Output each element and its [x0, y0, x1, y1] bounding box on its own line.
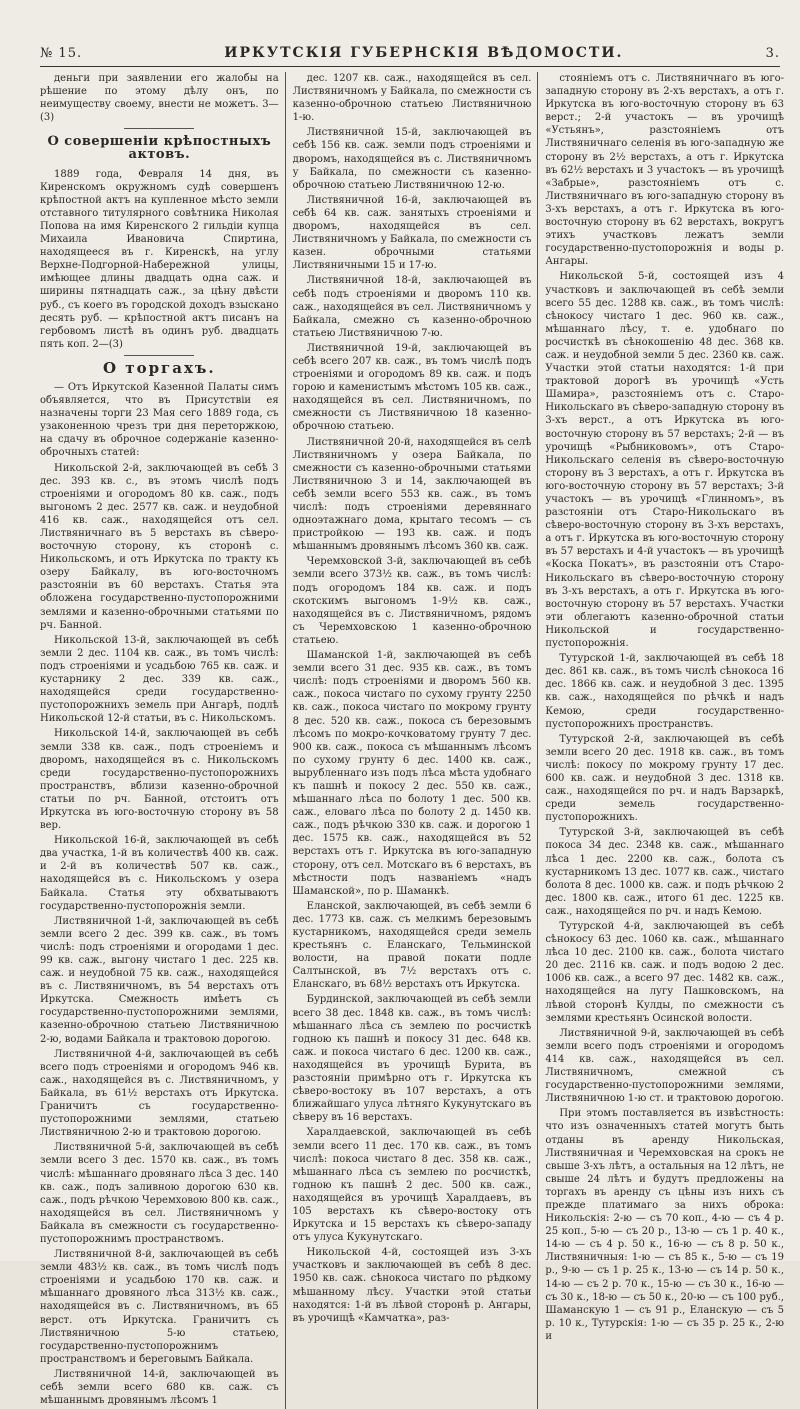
paragraph: — Отъ Иркутской Казенной Палаты симъ объявляется, что въ Присутствіи ея назначены торги 23 Мая сего 1889 года, съ узаконенною чрезъ три дня переторжкою, на сдачу въ оброчное содержаніе казенно-оброчныхъ статей: [40, 381, 279, 459]
column-1 [40, 72, 279, 1409]
paragraph: 1889 года, Февраля 14 дня, въ Киренскомъ окружномъ судѣ совершенъ крѣпостной актъ на купленное мѣсто земли отставного титулярного совѣтника Николая Попова на имя Киренского 2 гильдіи купца Михаила Ивановича Спиртина, находящееся въ г. Киренскѣ, на углу Верхне-Подгорной-Набережной улицы, имѣющее длины двадцать одна саж. и ширины пятнадцать саж., за цѣну двѣсти руб., съ коего въ городской доходъ взыскано десять руб. — крѣпостной актъ писанъ на гербовомъ листѣ въ одинъ руб. двадцать пять коп. 2—(3) [40, 168, 279, 350]
paragraph: Листвяничной 15-й, заключающей въ себѣ 156 кв. саж. земли подъ строеніями и дворомъ, находящейся въ с. Листвяничномъ у Байкала, по смежности съ казенно-оброчною статьею Листвяничною 12-ю. [292, 127, 532, 191]
paragraph: дес. 1207 кв. саж., находящейся въ сел. Листвяничномъ у Байкала, по смежности съ казенно-оброчною статьею Листвяничною 1-ю. [292, 73, 532, 124]
paragraph: Никольской 4-й, состоящей изъ 3-хъ участковъ и заключающей въ себѣ 8 дес. 1950 кв. саж. сѣнокоса чистаго по рѣдкому мѣшанному лѣсу. Участки этой статьи находятся: 1-й въ лѣвой сторонѣ р. Ангары, въ урочищѣ «Камчатка», раз- [292, 1247, 532, 1324]
paragraph: Еланской, заключающей, въ себѣ земли 6 дес. 1773 кв. саж. съ мелкимъ березовымъ кустарникомъ, находящейся среди земель крестьянъ с. Еланскаго, Тельминской волости, на правой покати подле Салтынской, въ 7½ верстахъ отъ с. Еланскаго, въ 68½ верстахъ отъ Иркутска. [292, 900, 532, 991]
paragraph: Листвяничной 1-й, заключающей въ себѣ земли всего 2 дес. 399 кв. саж., въ томъ числѣ: подъ строеніями и огородами 1 дес. 99 кв. саж., выгону чистаго 1 дес. 225 кв. саж. и неудобной 75 кв. саж., находящейся въ с. Листвяничномъ, въ 54 верстахъ отъ Иркутска. Смежность имѣетъ съ государственно-пустопорожними землями, казенно-оброчною статьею Листвяничною 2-ю, водами Байкала и трактовою дорогою. [40, 915, 279, 1045]
paragraph: Харалдаевской, заключающей въ себѣ земли всего 11 дес. 170 кв. саж., въ томъ числѣ: покоса чистаго 8 дес. 358 кв. саж., мѣшаннаго лѣса съ землею по росчисткѣ, годною къ пашнѣ 2 дес. 500 кв. саж., находящейся въ урочищѣ Харалдаевъ, въ 105 верстахъ къ сѣверо-востоку отъ Иркутска и 15 верстахъ къ сѣверо-западу отъ улуса Кукунутскаго. [292, 1127, 532, 1244]
paragraph: Листвяничной 9-й, заключающей въ себѣ земли всего подъ строеніями и огородомъ 414 кв. саж., находящейся въ сел. Листвяничномъ, смежной съ государственно-пустопорожними землями, Листвяничною 1-ю ст. и трактовою дорогою. [545, 1027, 784, 1105]
newspaper-title: ИРКУТСКІЯ ГУБЕРНСКІЯ ВѢДОМОСТИ. [224, 45, 624, 61]
paragraph: Шаманской 1-й, заключающей въ себѣ земли всего 31 дес. 935 кв. саж., въ томъ числѣ: подъ строеніями и дворомъ 560 кв. саж., покоса чистаго по сухому грунту 2250 кв. саж., покоса чистаго по мокрому грунту 8 дес. 520 кв. саж., покоса съ березовымъ лѣсомъ по мокро-кочковатому грунту 7 дес. 900 кв. саж., покоса съ мѣшаннымъ лѣсомъ по сухому грунту 6 дес. 1400 кв. саж., вырубленнаго изъ подъ лѣса мѣста удобнаго къ пашнѣ и покосу 2 дес. 550 кв. саж., мѣшаннаго лѣса по болоту 1 дес. 500 кв. саж., еловаго лѣса по болоту 2 д. 1450 кв. саж., подъ рѣчкою 330 кв. саж. и дорогою 1 дес. 1575 кв. саж., находящейся въ 52 верстахъ отъ г. Иркутска въ юго-западную сторону, отъ сел. Мотскаго въ 6 верстахъ, въ мѣстности подъ названіемъ «надъ Шаманской», по р. Шаманкѣ. [292, 650, 532, 897]
paragraph: Листвяничной 20-й, находящейся въ селѣ Листвяничномъ у озера Байкала, по смежности съ казенно-оброчными статьями Листвяничною 3 и 14, заключающей въ себѣ земли всего 553 кв. саж., въ томъ числѣ: подъ строеніями деревяннаго одноэтажнаго дома, крытаго тесомъ — съ пристройкою — 193 кв. саж. и подъ мѣшаннымъ дровянымъ лѣсомъ 360 кв. саж. [292, 436, 532, 553]
paragraph: Тутурской 1-й, заключающей въ себѣ 18 дес. 861 кв. саж., въ томъ числѣ сѣнокоса 16 дес. 1866 кв. саж. и неудобной 3 дес. 1395 кв. саж., находящейся по рѣчкѣ и надъ Кемою, среди государственно-пустопорожнихъ пространствъ. [545, 653, 784, 730]
paragraph: Никольской 13-й, заключающей въ себѣ земли 2 дес. 1104 кв. саж., въ томъ числѣ: подъ строеніями и усадьбою 765 кв. саж. и кустарнику 2 дес. 339 кв. саж., находящейся среди государственно-пустопорожнихъ земель при Ангарѣ, подлѣ Никольской 12-й статьи, въ с. Никольскомъ. [40, 634, 279, 725]
divider [124, 355, 194, 356]
paragraph: Листвяничной 4-й, заключающей въ себѣ всего подъ строеніями и огородомъ 946 кв. саж., находящейся въ с. Листвяничномъ, у Байкала, въ 61½ верстахъ отъ Иркутска. Граничитъ съ государственно-пустопорожними землями, статьею Листвяничною 2-ю и трактовою дорогою. [40, 1048, 279, 1139]
section-heading: О совершеніи крѣпостныхъ актовъ. [47, 134, 272, 163]
paragraph: Никольской 14-й, заключающей въ себѣ земли 338 кв. саж., подъ строеніемъ и дворомъ, находящейся въ с. Никольскомъ среди государственно-пустопорожнихъ пространствъ, вблизи казенно-оброчной статьи по рч. Банной, отстоитъ отъ Иркутска въ юго-восточную сторону въ 58 вер. [40, 728, 279, 832]
issue-number: № 15. [40, 45, 83, 61]
paragraph: Листвяничной 5-й, заключающей въ себѣ земли всего 3 дес. 1570 кв. саж., въ томъ числѣ: мѣшаннаго дровянаго лѣса 3 дес. 140 кв. саж., подъ заливною дорогою 630 кв. саж., подъ рѣчкою Черемховою 800 кв. саж., находящейся въ сел. Листвяничномъ у Байкала въ смежности съ государственно-пустопорожнимъ пространствомъ. [40, 1142, 279, 1245]
paragraph: Листвяничной 8-й, заключающей въ себѣ земли 483½ кв. саж., въ томъ числѣ подъ строеніями и усадьбою 170 кв. саж. и мѣшаннаго дровяного лѣса 313½ кв. саж., находящейся въ с. Листвяничномъ, въ 65 верст. отъ Иркутска. Граничитъ съ Листвяничною 5-ю статьею, государственно-пустопорожнимъ пространствомъ и береговымъ Байкала. [40, 1249, 279, 1365]
paragraph: стоянiемъ отъ с. Листвяничнаго въ юго-западную сторону въ 2-хъ верстахъ, а отъ г. Иркутска въ юго-восточную сторону въ 63 верст.; 2-й участокъ — въ урочищѣ «Устьянъ», разстояніемъ отъ Листвяничнаго селенія въ юго-западную же сторону въ 2½ верстахъ, а отъ г. Иркутска въ 62½ верстахъ и 3 участокъ — въ урочищѣ «Забрые», разстояніемъ отъ с. Листвяничнаго въ юго-западную сторону въ 3-хъ верстахъ, а отъ г. Иркутска въ юго-восточную сторону въ 62 верстахъ, вокругъ этихъ участковъ лежатъ земли государственно-пустопорожнія и воды р. Ангары. [545, 73, 784, 268]
paragraph: Бурдинской, заключающей въ себѣ земли всего 38 дес. 1848 кв. саж., въ томъ числѣ: мѣшаннаго лѣса съ землею по росчисткѣ годною къ пашнѣ и покосу 31 дес. 648 кв. саж. и покоса чистаго 6 дес. 1200 кв. саж., находящейся въ урочищѣ Бурита, въ разстояніи примѣрно отъ г. Иркутска къ сѣверо-востоку въ 107 верстахъ, а отъ ближайшаго улуса лѣтняго Кукунутскаго въ сѣверу въ 16 верстахъ. [292, 994, 532, 1124]
paragraph: Листвяничной 19-й, заключающей въ себѣ всего 207 кв. саж., въ томъ числѣ подъ строеніями и огородомъ 89 кв. саж. и подъ горою и каменистымъ мѣстомъ 105 кв. саж., находящейся въ сел. Листвяничномъ, по смежности съ Листвяничною 18 казенно-оброчною статьею. [292, 342, 532, 433]
text-columns [40, 72, 784, 1407]
paragraph: Никольской 16-й, заключающей въ себѣ два участка, 1-й въ количествѣ 400 кв. саж. и 2-й въ количествѣ 507 кв. саж., находящейся въ с. Никольскомъ у озера Байкала. Статья эту обхватываютъ государственно-пустопорожнія земли. [40, 835, 279, 912]
column-3 [545, 72, 784, 1409]
paragraph: Тутурской 4-й, заключающей въ себѣ сѣнокосу 63 дес. 1060 кв. саж., мѣшаннаго лѣса 10 дес. 2100 кв. саж., болота чистаго 20 дес. 2116 кв. саж. и подъ водою 2 дес. 1006 кв. саж., а всего 97 дес. 1482 кв. саж., находящейся на лугу Пашковскомъ, на лѣвой сторонѣ Кулды, по смежности съ землями крестьянъ Осинской волости. [545, 921, 784, 1024]
paragraph: Тутурской 2-й, заключающей въ себѣ земли всего 20 дес. 1918 кв. саж., въ томъ числѣ: покосу по мокрому грунту 17 дес. 600 кв. саж. и неудобной 3 дес. 1318 кв. саж., находящейся по рч. и надъ Варзаркѣ, среди земель государственно-пустопорожнихъ. [545, 733, 784, 824]
paragraph: деньги при заявлении его жалобы на рѣшение по этому дѣлу онъ, по неимуществу своему, внести не можетъ. 3—(3) [40, 73, 279, 124]
divider [124, 128, 194, 129]
paragraph: Черемховской 3-й, заключающей въ себѣ земли всего 373½ кв. саж., въ томъ числѣ: подъ огородомъ 184 кв. саж. и подъ скотскимъ выгономъ 1-9½ кв. саж., находящейся въ с. Листвяничномъ, рядомъ съ Черемховскою 1 казенно-оброчною статьею. [292, 556, 532, 646]
column-2 [293, 72, 532, 1409]
paragraph: Листвяничной 16-й, заключающей въ себѣ 64 кв. саж. занятыхъ строеніями и дворомъ, находящейся въ сел. Листвяничномъ у Байкала, по смежности съ казен. оброчными статьями Листвяничными 15 и 17-ю. [292, 194, 532, 272]
paragraph: Листвяничной 18-й, заключающей въ себѣ подъ строеніями и дворомъ 110 кв. саж., находящейся въ сел. Листвяничномъ у Байкала, смежно съ казенно-оброчною статьею Листвяничною 7-ю. [292, 275, 532, 339]
paragraph: Никольской 2-й, заключающей въ себѣ 3 дес. 393 кв. с., въ этомъ числѣ подъ строеніями и огородомъ 80 кв. саж., подъ выгономъ 2 дес. 2577 кв. саж. и неудобной 416 кв. саж., находящейся отъ сел. Листвяничнаго въ 5 верстахъ въ сѣверо-восточную сторону, къ сторонѣ с. Никольскомъ, и отъ Иркутска по тракту къ озеру Байкалу, въ юго-восточномъ разстояніи въ 60 верстахъ. Статья эта обложена государственно-пустопорожними землями и казенно-оброчными статьями по рч. Банной. [40, 462, 279, 631]
page-number: 3. [765, 45, 780, 61]
paragraph: Никольской 5-й, состоящей изъ 4 участковъ и заключающей въ себѣ земли всего 55 дес. 1288 кв. саж., въ томъ числѣ: сѣнокосу чистаго 1 дес. 960 кв. саж., мѣшаннаго лѣсу, т. е. удобнаго по росчисткѣ въ сѣнокошенію 48 дес. 368 кв. саж. и неудобной земли 5 дес. 2360 кв. саж. Участки этой статьи находятся: 1-й при трактовой дорогѣ въ урочищѣ «Усть Шамира», разстояніемъ отъ с. Старо-Никольскаго въ сѣверо-западную сторону въ 3-хъ верст., а отъ Иркутска въ юго-восточную сторону въ 57 верстахъ; 2-й — въ урочищѣ «Рыбниковомъ», отъ Старо-Никольскаго селенія въ сѣверо-восточную сторону въ 3 верстахъ, а отъ г. Иркутска въ юго-восточную сторону въ 57 верстахъ; 3-й участокъ — въ урочищѣ «Глинномъ», въ разстояніи отъ Старо-Никольскаго въ сѣверо-восточную сторону въ 3-хъ верстахъ, а отъ г. Иркутска въ юго-восточную сторону въ 57 верстахъ и 4-й участокъ — въ урочищѣ «Коска Покатъ», въ разстояніи отъ Старо-Никольскаго въ сѣверо-восточную сторону въ 3-хъ верстахъ, а отъ г. Иркутска въ юго-восточную сторону въ 57 верстахъ. Участки эти облегаютъ казенно-оброчной статьи Никольской и государственно-пустопорожнія. [545, 271, 784, 650]
section-heading: О торгахъ. [102, 358, 216, 377]
page-header [40, 40, 780, 67]
paragraph: При этомъ поставляется въ извѣстность: что изъ означенныхъ статей могутъ быть отданы въ аренду Никольская, Листвяничная и Черемховская на срокъ не свыше 3-хъ лѣтъ, а остальныя на 12 лѣтъ, не свыше 24 лѣтъ и будутъ предложены на торгахъ въ аренду съ цѣны изъ нихъ съ прежде платимаго за нихъ оброка: Никольскія: 2-ю — съ 70 коп., 4-ю — съ 4 р. 25 коп., 5-ю — съ 20 р., 13-ю — съ 1 р. 40 к., 14-ю — съ 4 р. 50 к., 16-ю — съ 8 р. 50 к., Листвяничныя: 1-ю — съ 85 к., 5-ю — съ 19 р., 9-ю — съ 1 р. 25 к., 13-ю — съ 14 р. 50 к., 14-ю — съ 2 р. 70 к., 15-ю — съ 30 к., 16-ю — съ 30 к., 18-ю — съ 50 к., 20-ю — съ 100 руб., Шаманскую 1 — съ 91 р., Еланскую — съ 5 р. 10 к., Тутурскія: 1-ю — съ 35 р. 25 к., 2-ю и [545, 1108, 784, 1342]
paragraph: Тутурской 3-й, заключающей въ себѣ покоса 34 дес. 2348 кв. саж., мѣшаннаго лѣса 1 дес. 2200 кв. саж., болота съ кустарникомъ 13 дес. 1077 кв. саж., чистаго болота 8 дес. 1000 кв. саж. и подъ рѣчкою 2 дес. 1800 кв. саж., итого 61 дес. 1225 кв. саж., находящейся по рч. и надъ Кемою. [545, 827, 784, 917]
paragraph: Листвяничной 14-й, заключающей въ себѣ земли всего 680 кв. саж. съ мѣшаннымъ дровянымъ лѣсомъ 1 [40, 1368, 279, 1407]
